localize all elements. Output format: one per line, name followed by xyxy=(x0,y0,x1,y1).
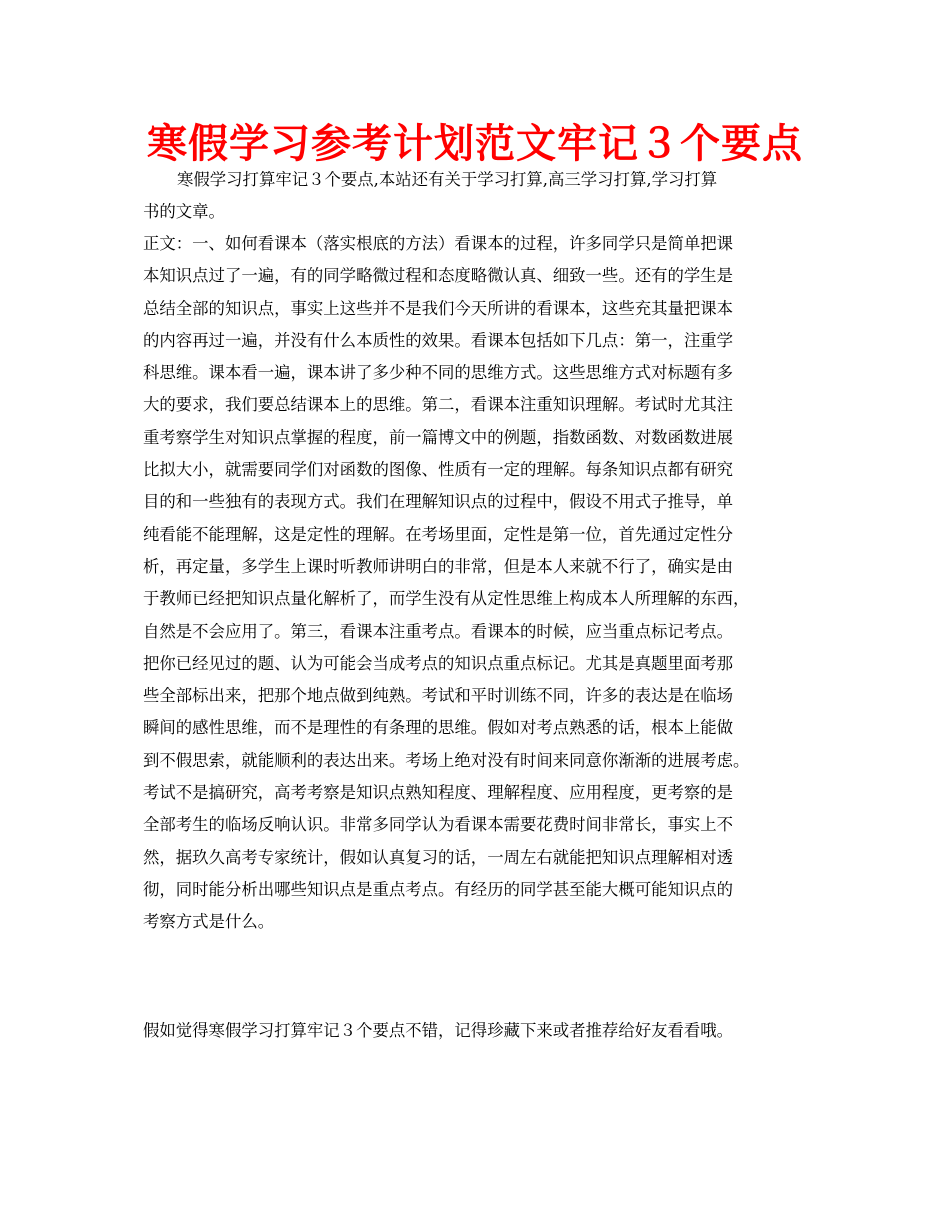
body-line: 科思维。课本看一遍，课本讲了多少种不同的思维方式。这些思维方式对标题有多 xyxy=(143,363,734,383)
main-paragraph xyxy=(143,228,815,939)
body-line: 于教师已经把知识点量化解析了，而学生没有从定性思维上构成本人所理解的东西， xyxy=(143,589,750,609)
body-line: 正文：一、如何看课本（落实根底的方法）看课本的过程，许多同学只是简单把课 xyxy=(143,234,734,253)
body-line: 彻，同时能分析出哪些知识点是重点考点。有经历的同学甚至能大概可能知识点的 xyxy=(143,879,734,899)
body-line: 全部考生的临场反响认识。非常多同学认为看课本需要花费时间非常长，事实上不 xyxy=(143,815,734,835)
body-line: 然，据玖久高考专家统计，假如认真复习的话，一周左右就能把知识点理解相对透 xyxy=(143,847,734,867)
body-line: 本知识点过了一遍，有的同学略微过程和态度略微认真、细致一些。还有的学生是 xyxy=(143,266,734,286)
body-line: 些全部标出来，把那个地点做到纯熟。考试和平时训练不同，许多的表达是在临场 xyxy=(143,686,734,706)
body-line: 重考察学生对知识点掌握的程度，前一篇博文中的例题，指数函数、对数函数进展 xyxy=(143,427,734,447)
body-line: 瞬间的感性思维，而不是理性的有条理的思维。假如对考点熟悉的话，根本上能做 xyxy=(143,718,734,738)
body-line: 把你已经见过的题、认为可能会当成考点的知识点重点标记。尤其是真题里面考那 xyxy=(143,653,734,673)
body-line: 考试不是搞研究，高考考察是知识点熟知程度、理解程度、应用程度，更考察的是 xyxy=(143,783,734,803)
body-line: 到不假思索，就能顺利的表达出来。考场上绝对没有时间来同意你渐渐的进展考虑。 xyxy=(143,750,750,770)
intro-line: 寒假学习打算牢记３个要点,本站还有关于学习打算,高三学习打算,学习打算 xyxy=(177,170,718,189)
intro-line: 书的文章。 xyxy=(143,202,225,222)
intro-paragraph xyxy=(143,164,815,229)
body-line: 析，再定量，多学生上课时听教师讲明白的非常，但是本人来就不行了，确实是由 xyxy=(143,556,734,576)
body-line: 大的要求，我们要总结课本上的思维。第二，看课本注重知识理解。考试时尤其注 xyxy=(143,395,734,415)
body-line: 总结全部的知识点，事实上这些并不是我们今天所讲的看课本，这些充其量把课本 xyxy=(143,298,734,318)
body-line: 纯看能不能理解，这是定性的理解。在考场里面，定性是第一位，首先通过定性分 xyxy=(143,524,734,544)
body-line: 目的和一些独有的表现方式。我们在理解知识点的过程中，假设不用式子推导，单 xyxy=(143,492,734,512)
closing-paragraph: 假如觉得寒假学习打算牢记３个要点不错，记得珍藏下来或者推荐给好友看看哦。 xyxy=(143,1021,734,1040)
body-line: 的内容再过一遍，并没有什么本质性的效果。看课本包括如下几点：第一，注重学 xyxy=(143,330,734,350)
body-line: 比拟大小，就需要同学们对函数的图像、性质有一定的理解。每条知识点都有研究 xyxy=(143,460,734,480)
document-title: 寒假学习参考计划范文牢记３个要点 xyxy=(147,121,803,167)
body-line: 考察方式是什么。 xyxy=(143,912,275,932)
body-line: 自然是不会应用了。第三，看课本注重考点。看课本的时候，应当重点标记考点。 xyxy=(143,621,734,641)
